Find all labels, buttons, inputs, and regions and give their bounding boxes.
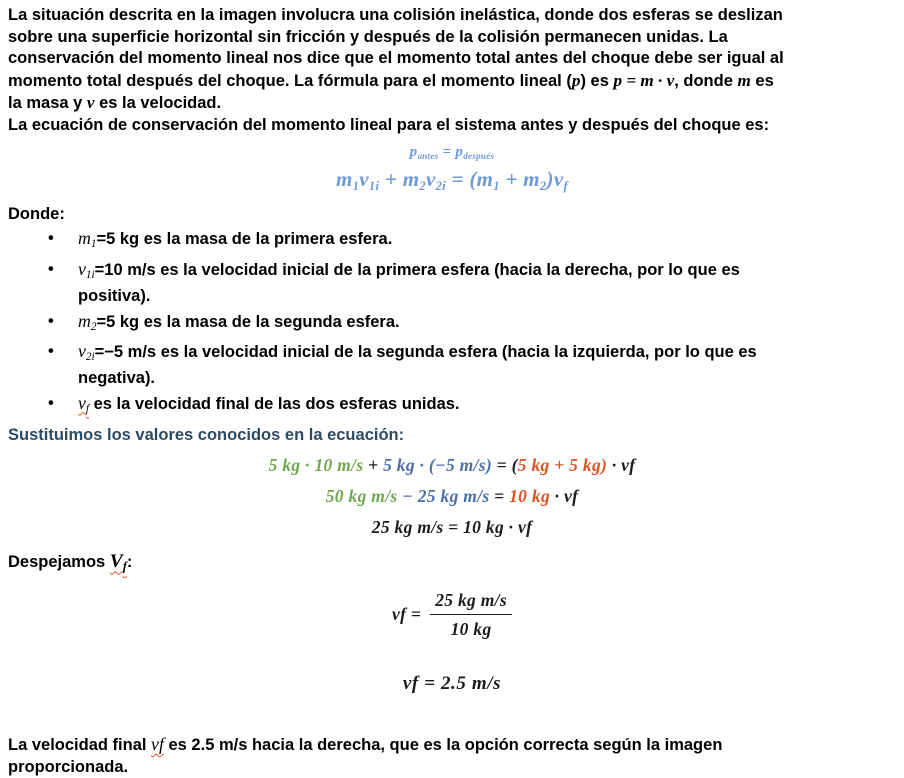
substitution-step-1: 5 kg · 10 m/s + 5 kg · (−5 m/s) = (5 kg + 5 kg) · vf <box>268 455 636 476</box>
intro-paragraph: La situación descrita en la imagen involucra una colisión inelástica, donde dos esferas se deslizan sobre una superficie horizontal sin fricción y después de la colisión permanecen unidas. La conservación del momento lineal nos dice que el momento total antes del choque debe ser igual al momento total después del choque. La fórmula para el momento lineal (p) es p = m · v, donde m es la masa y v es la velocidad. <box>8 6 784 112</box>
fraction <box>430 589 512 640</box>
variables-list <box>8 228 896 419</box>
momentum-conservation-label-equation: $p_{antes} = p_{después}$ <box>409 144 495 161</box>
momentum-conservation-equation: $m_1v_{1i} + m_2v_{2i} = (m_1 + m_2)v_f$ <box>336 166 568 193</box>
conclusion-paragraph: La velocidad final vf es 2.5 m/s hacia la derecha, que es la opción correcta según la imagen proporcionada. <box>8 734 723 776</box>
donde-label: Donde: <box>8 204 65 223</box>
final-result-equation: vf = 2.5 m/s <box>402 672 502 694</box>
list-item-v1i: • v1i=10 m/s es la velocidad inicial de la primera esfera (hacia la derecha, por lo que es positiva). <box>78 259 896 308</box>
vf-fraction-equation <box>8 589 896 640</box>
list-item-m1: • m1=5 kg es la masa de la primera esfera. <box>78 228 896 255</box>
despejamos-line: Despejamos $V_f$: <box>8 551 133 575</box>
fraction-denominator: 10 kg <box>450 618 492 639</box>
substitution-heading: Sustituimos los valores conocidos en la ecuación: <box>8 425 405 444</box>
fraction-lhs: vf = <box>392 604 422 625</box>
list-item-m2: • m2=5 kg es la masa de la segunda esfera. <box>78 311 896 338</box>
fraction-numerator: 25 kg m/s <box>430 589 512 615</box>
list-item-vf: • vf es la velocidad final de las dos esferas unidas. <box>78 393 896 420</box>
substitution-step-3: 25 kg m/s = 10 kg · vf <box>371 517 533 538</box>
substitution-step-2: 50 kg m/s − 25 kg m/s = 10 kg · vf <box>325 486 579 507</box>
equation-intro-line: La ecuación de conservación del momento lineal para el sistema antes y después del choque es: <box>8 115 770 134</box>
list-item-v2i: • v2i=−5 m/s es la velocidad inicial de la segunda esfera (hacia la izquierda, por lo que es negativa). <box>78 341 896 390</box>
